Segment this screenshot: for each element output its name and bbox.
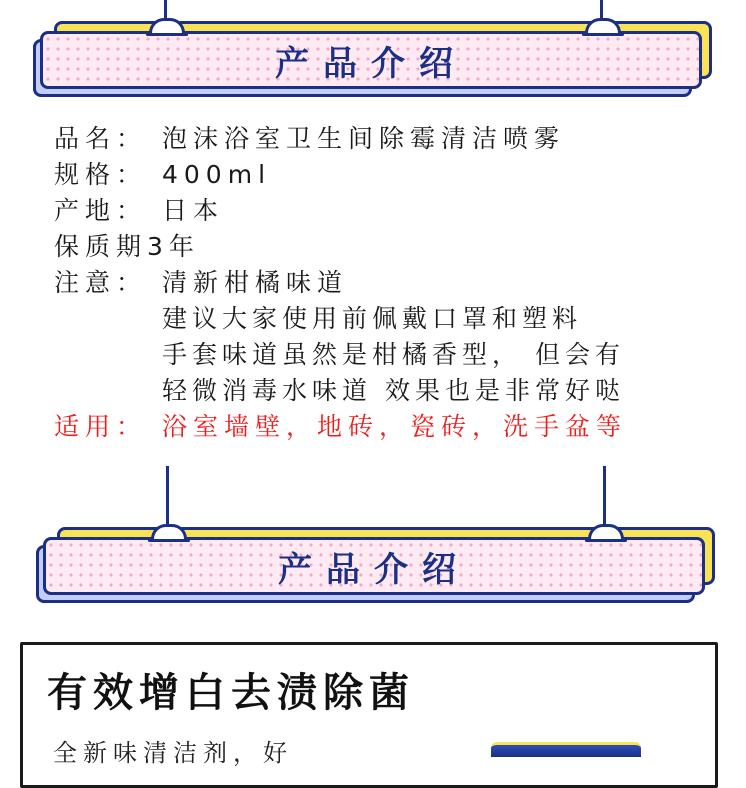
info-label: 规格： <box>54 160 148 189</box>
banner-bottom <box>43 537 705 595</box>
info-label: 品名： <box>54 124 148 153</box>
product-info <box>54 121 734 445</box>
info-value: 3年 <box>147 232 200 261</box>
info-note-line <box>54 337 734 373</box>
product-image <box>491 742 641 757</box>
info-note-text: 手套味道虽然是柑橘香型， 但会有 <box>162 340 625 369</box>
info-value: 400ml <box>162 160 272 189</box>
info-note-line <box>54 373 734 409</box>
info-row-spec <box>54 157 734 193</box>
info-row-applicable <box>54 409 734 445</box>
feature-box <box>20 642 718 788</box>
banner-top <box>40 31 702 89</box>
banner-bottom-title: 产品介绍 <box>278 549 470 590</box>
info-row-shelf-life <box>54 229 734 265</box>
feature-box-title: 有效增白去渍除菌 <box>47 670 415 716</box>
banner-top-face <box>40 31 702 89</box>
info-note-text: 轻微消毒水味道 效果也是非常好哒 <box>162 376 625 405</box>
info-label: 注意： <box>54 268 148 297</box>
hanger-line-right-bottom <box>603 466 606 528</box>
feature-box-text: 全新味清洁剂，好 <box>53 739 293 767</box>
info-label: 产地： <box>54 196 148 225</box>
info-value: 泡沫浴室卫生间除霉清洁喷雾 <box>162 124 566 153</box>
info-value: 浴室墙壁，地砖，瓷砖，洗手盆等 <box>162 412 628 441</box>
info-row-notice <box>54 265 734 301</box>
info-row-origin <box>54 193 734 229</box>
info-note-text: 建议大家使用前佩戴口罩和塑料 <box>162 304 583 333</box>
info-label: 保质期 <box>54 232 148 261</box>
info-label: 适用： <box>54 412 148 441</box>
banner-bottom-face <box>43 537 705 595</box>
info-note-line <box>54 301 734 337</box>
info-value: 日本 <box>162 196 225 225</box>
info-row-name <box>54 121 734 157</box>
banner-top-title: 产品介绍 <box>275 43 467 84</box>
hanger-line-left-bottom <box>166 466 169 528</box>
info-value: 清新柑橘味道 <box>162 268 349 297</box>
